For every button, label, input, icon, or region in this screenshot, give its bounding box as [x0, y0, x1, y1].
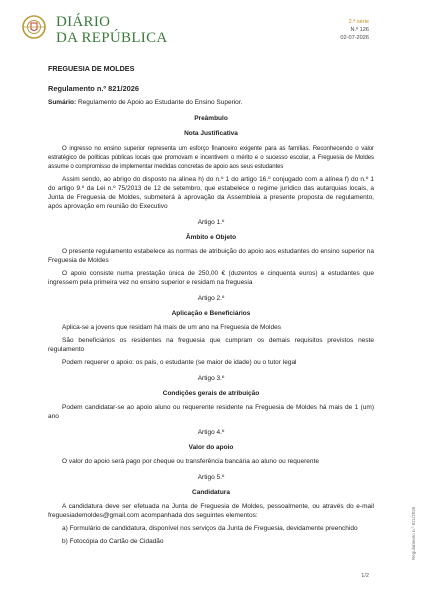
note-paragraph-1: O ingresso no ensino superior representa um esforço financeiro exigente para as famílias. Reconhecendo o valor estratégico de políticas públicas locais que promovam e incentivem o mérito e o sucesso escolar, a Freguesia de Moldes assume o compromisso de implementar medidas concretas de apoio aos seus estudantes	[48, 145, 374, 170]
regulation-title: Regulamento n.º 821/2026	[48, 84, 140, 93]
article-3-paragraph-1: Podem candidatar-se ao apoio aluno ou requerente residente na Freguesia de Moldes há mais de 1 (um) ano	[48, 404, 374, 420]
article-1-paragraph-2: O apoio consiste numa prestação única de 250,00 € (duzentos e cinquenta euros) a estudantes que ingressem pela primeira vez no ensino superior e residam na freguesia	[48, 270, 374, 286]
page-number: 1/2	[361, 573, 369, 579]
article-5-item-a: a) Formulário de candidatura, disponível nos serviços da Junta de Freguesia, devidamente preenchido	[62, 525, 358, 532]
article-1-title: Âmbito e Objeto	[185, 234, 237, 241]
brand-line-2: DA REPÚBLICA	[56, 30, 168, 46]
issue-date: 02-07-2026	[340, 35, 369, 41]
article-5-item-b: b) Fotocópia do Cartão de Cidadão	[62, 538, 164, 545]
side-reference	[405, 480, 416, 560]
note-paragraph-2: Assim sendo, ao abrigo do disposto na alínea h) do n.º 1 do artigo 16.º conjugado com a alínea f) do n.º 1 do artigo 9.º da Lei n.º 75/2013 de 12 de setembro, que estabelece o regime jurídico das autarquias locais, a Junta de Freguesia de Moldes, submeterá à aprovação da Assembleia a presente proposta de regulamento, após aprovação em reunião do Executivo	[48, 176, 374, 210]
article-4-number: Artigo 4.º	[197, 429, 225, 436]
article-4-title: Valor do apoio	[188, 444, 234, 451]
article-2-title: Aplicação e Beneficiários	[171, 310, 251, 317]
article-5-number: Artigo 5.º	[197, 474, 225, 481]
article-3-title: Condições gerais de atribuição	[162, 390, 260, 397]
summary-label: Sumário:	[48, 99, 77, 106]
issue-number: N.º 126	[350, 27, 369, 33]
document-body	[48, 64, 374, 550]
side-reference-text: Regulamento n.º 821/2026	[411, 506, 416, 560]
article-5-paragraph-1: A candidatura deve ser efetuada na Junta de Freguesia de Moldes, pessoalmente, ou através do e-mail freguesiademoldes@gmail.com acompanhada dos seguintes elementos:	[48, 503, 374, 519]
article-3-number: Artigo 3.º	[197, 375, 225, 382]
diario-republica-logo	[20, 10, 170, 50]
article-5-title: Candidatura	[192, 489, 230, 496]
article-2-paragraph-1: Aplica-se a jovens que residam há mais de um ano na Freguesia de Moldes	[62, 324, 281, 331]
summary-text: Regulamento de Apoio ao Estudante do Ensino Superior.	[76, 99, 243, 106]
article-4-paragraph-1: O valor do apoio será pago por cheque ou transferência bancária ao aluno ou requerente	[62, 458, 319, 465]
article-1-number: Artigo 1.º	[197, 219, 225, 226]
article-2-paragraph-2: São beneficiários os residentes na freguesia que cumpram os demais requisitos previstos neste regulamento	[48, 337, 374, 353]
article-1-paragraph-1: O presente regulamento estabelece as normas de atribuição do apoio aos estudantes do ensino superior na Freguesia de Moldes	[48, 248, 374, 264]
coat-of-arms-icon	[20, 13, 48, 43]
issue-metadata	[340, 18, 369, 42]
series-label: 2.ª série	[348, 19, 369, 25]
institution-name: FREGUESIA DE MOLDES	[48, 64, 135, 73]
brand-line-1: DIÁRIO	[56, 14, 111, 30]
preamble-heading: Preâmbulo	[194, 115, 228, 122]
page-header	[0, 0, 421, 60]
article-2-number: Artigo 2.º	[197, 295, 225, 302]
note-heading: Nota Justificativa	[184, 130, 238, 137]
article-2-paragraph-3: Podem requerer o apoio: os pais, o estudante (se maior de idade) ou o tutor legal	[62, 359, 297, 366]
summary	[48, 98, 374, 107]
